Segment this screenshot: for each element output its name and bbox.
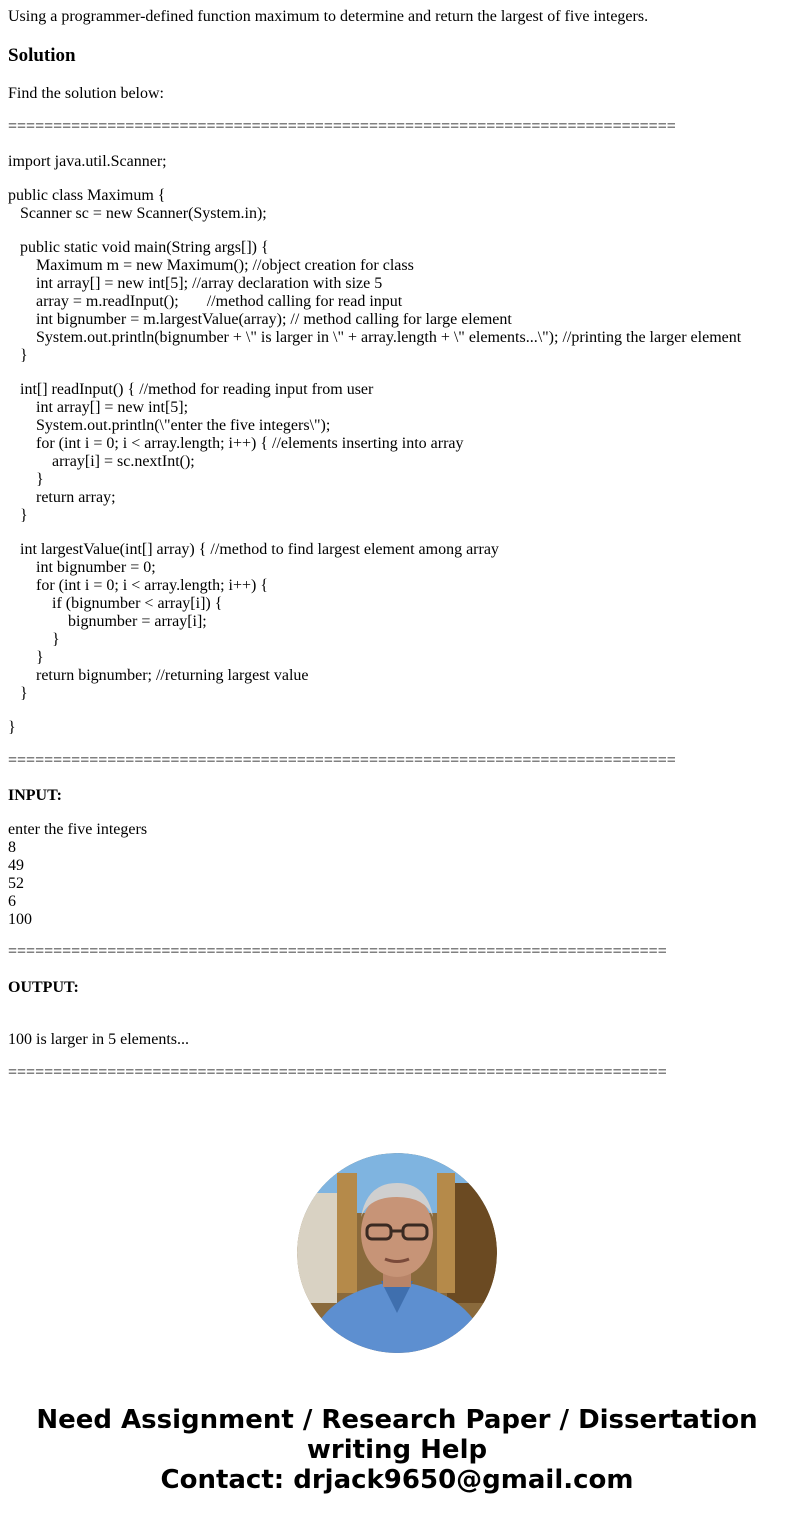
input-line: 52 xyxy=(8,875,24,892)
code-line: int array[] = new int[5]; //array declaration with size 5 xyxy=(8,275,383,292)
input-line: 8 xyxy=(8,839,16,856)
promo-line-2: writing Help xyxy=(306,1435,488,1465)
code-line: } xyxy=(8,719,16,736)
author-avatar xyxy=(297,1153,497,1353)
output-label: OUTPUT: xyxy=(8,979,79,996)
code-line: System.out.println(\"enter the five integers\"); xyxy=(8,417,331,434)
code-line: int[] readInput() { //method for reading input from user xyxy=(8,381,374,398)
code-line: array = m.readInput(); //method calling for read input xyxy=(8,293,403,310)
promo-line-1: Need Assignment / Research Paper / Dissertation xyxy=(36,1405,758,1435)
code-line: public class Maximum { xyxy=(8,187,166,204)
input-label: INPUT: xyxy=(8,787,62,804)
code-line: int largestValue(int[] array) { //method to find largest element among array xyxy=(8,541,499,558)
code-line: } xyxy=(8,471,44,488)
code-line: int bignumber = m.largestValue(array); // method calling for large element xyxy=(8,311,512,328)
code-line: array[i] = sc.nextInt(); xyxy=(8,453,195,470)
separator-input-end: ========================================================================= xyxy=(8,943,667,960)
separator-code-end: ========================================================================== xyxy=(8,752,676,769)
code-line: import java.util.Scanner; xyxy=(8,153,167,170)
code-line: if (bignumber < array[i]) { xyxy=(8,595,223,612)
code-line: } xyxy=(8,685,28,702)
separator-output-end: ========================================================================= xyxy=(8,1064,667,1081)
code-line: System.out.println(bignumber + \" is larger in \" + array.length + \" elements...\"); //printing the larger element xyxy=(8,329,742,346)
code-line: bignumber = array[i]; xyxy=(8,613,207,630)
code-line: Scanner sc = new Scanner(System.in); xyxy=(8,205,267,222)
promo-line-3: Contact: drjack9650@gmail.com xyxy=(160,1465,634,1495)
code-line: } xyxy=(8,507,28,524)
code-line: int bignumber = 0; xyxy=(8,559,156,576)
code-line: Maximum m = new Maximum(); //object creation for class xyxy=(8,257,414,274)
code-line: for (int i = 0; i < array.length; i++) { xyxy=(8,577,269,594)
input-line: enter the five integers xyxy=(8,821,148,838)
output-text: 100 is larger in 5 elements... xyxy=(8,1031,189,1048)
code-line: return array; xyxy=(8,489,116,506)
author-photo-icon xyxy=(297,1153,497,1353)
solution-heading: Solution xyxy=(8,45,76,66)
code-line: public static void main(String args[]) { xyxy=(8,239,269,256)
code-line: for (int i = 0; i < array.length; i++) { //elements inserting into array xyxy=(8,435,464,452)
code-line: int array[] = new int[5]; xyxy=(8,399,189,416)
code-line: } xyxy=(8,347,28,364)
separator-top: ========================================================================== xyxy=(8,118,676,135)
code-line: } xyxy=(8,649,44,666)
input-line: 6 xyxy=(8,893,16,910)
input-line: 49 xyxy=(8,857,24,874)
intro-text: Find the solution below: xyxy=(8,85,164,102)
code-line: } xyxy=(8,631,60,648)
code-line: return bignumber; //returning largest value xyxy=(8,667,309,684)
input-line: 100 xyxy=(8,911,32,928)
question-text: Using a programmer-defined function maximum to determine and return the largest of five integers. xyxy=(8,8,649,25)
